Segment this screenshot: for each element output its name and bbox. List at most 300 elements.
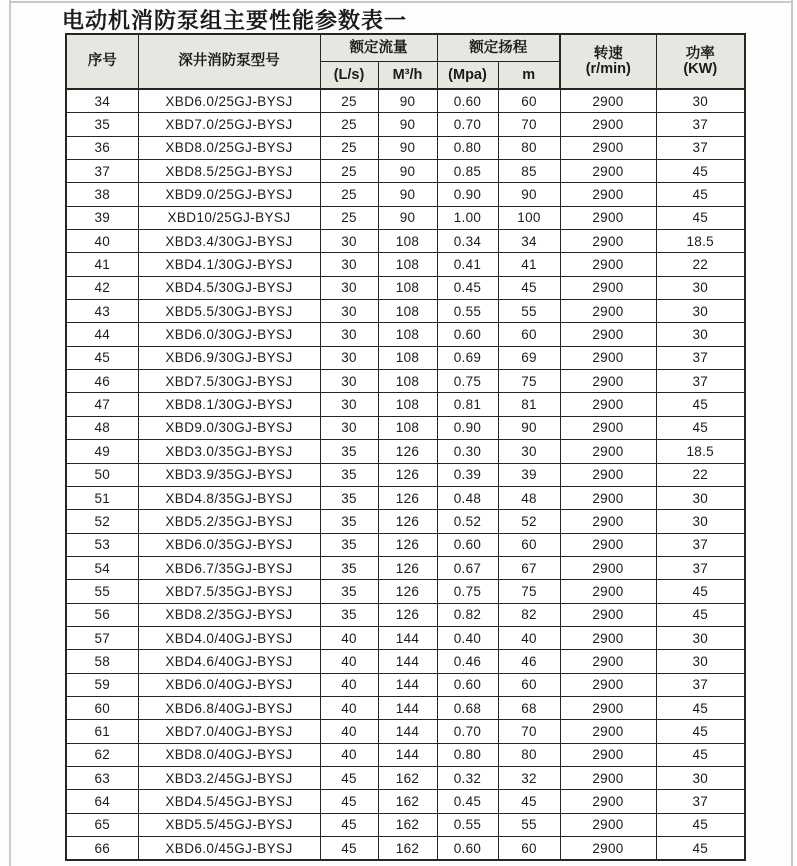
cell-power: 37 <box>656 790 745 813</box>
cell-model: XBD3.0/35GJ-BYSJ <box>138 440 320 463</box>
cell-model: XBD4.1/30GJ-BYSJ <box>138 253 320 276</box>
cell-model: XBD4.5/30GJ-BYSJ <box>138 276 320 299</box>
cell-seq: 62 <box>66 743 138 766</box>
cell-flow_ls: 45 <box>320 790 378 813</box>
cell-flow_m3h: 126 <box>378 603 437 626</box>
cell-seq: 43 <box>66 300 138 323</box>
cell-model: XBD8.0/40GJ-BYSJ <box>138 743 320 766</box>
cell-speed: 2900 <box>560 230 656 253</box>
table-header <box>66 34 745 89</box>
cell-head_m: 81 <box>498 393 560 416</box>
cell-head_mpa: 0.60 <box>437 673 498 696</box>
cell-head_mpa: 0.90 <box>437 183 498 206</box>
cell-head_mpa: 0.34 <box>437 230 498 253</box>
cell-power: 22 <box>656 463 745 486</box>
cell-speed: 2900 <box>560 533 656 556</box>
cell-model: XBD7.5/30GJ-BYSJ <box>138 370 320 393</box>
cell-head_m: 39 <box>498 463 560 486</box>
cell-seq: 51 <box>66 486 138 509</box>
pump-parameters-table <box>65 33 746 861</box>
cell-head_m: 82 <box>498 603 560 626</box>
cell-head_m: 90 <box>498 183 560 206</box>
cell-head_mpa: 0.68 <box>437 696 498 719</box>
cell-model: XBD6.0/30GJ-BYSJ <box>138 323 320 346</box>
cell-head_mpa: 0.69 <box>437 346 498 369</box>
cell-flow_ls: 30 <box>320 346 378 369</box>
table-row <box>66 743 745 766</box>
cell-flow_m3h: 108 <box>378 346 437 369</box>
cell-head_mpa: 0.80 <box>437 743 498 766</box>
cell-power: 45 <box>656 720 745 743</box>
cell-seq: 49 <box>66 440 138 463</box>
cell-power: 30 <box>656 323 745 346</box>
cell-flow_m3h: 126 <box>378 440 437 463</box>
cell-flow_ls: 35 <box>320 440 378 463</box>
header-speed-unit: (r/min) <box>585 60 631 77</box>
cell-seq: 59 <box>66 673 138 696</box>
table-row <box>66 393 745 416</box>
table-row <box>66 813 745 836</box>
header-flow-group: 额定流量 <box>320 34 437 62</box>
cell-flow_m3h: 162 <box>378 766 437 789</box>
table-row <box>66 276 745 299</box>
cell-power: 30 <box>656 510 745 533</box>
cell-head_mpa: 1.00 <box>437 206 498 229</box>
cell-seq: 45 <box>66 346 138 369</box>
table-row <box>66 556 745 579</box>
cell-model: XBD10/25GJ-BYSJ <box>138 206 320 229</box>
cell-seq: 34 <box>66 89 138 113</box>
cell-flow_ls: 45 <box>320 766 378 789</box>
cell-power: 45 <box>656 160 745 183</box>
cell-seq: 52 <box>66 510 138 533</box>
cell-flow_ls: 30 <box>320 416 378 439</box>
header-flow-ls: (L/s) <box>320 62 378 90</box>
cell-seq: 44 <box>66 323 138 346</box>
cell-seq: 64 <box>66 790 138 813</box>
cell-flow_m3h: 108 <box>378 370 437 393</box>
cell-flow_ls: 25 <box>320 160 378 183</box>
cell-head_m: 55 <box>498 813 560 836</box>
cell-flow_ls: 30 <box>320 253 378 276</box>
cell-head_m: 41 <box>498 253 560 276</box>
cell-speed: 2900 <box>560 393 656 416</box>
cell-power: 30 <box>656 626 745 649</box>
cell-model: XBD6.8/40GJ-BYSJ <box>138 696 320 719</box>
table-row <box>66 160 745 183</box>
cell-speed: 2900 <box>560 160 656 183</box>
cell-power: 18.5 <box>656 440 745 463</box>
table-row <box>66 673 745 696</box>
cell-flow_ls: 35 <box>320 486 378 509</box>
cell-model: XBD9.0/25GJ-BYSJ <box>138 183 320 206</box>
cell-head_mpa: 0.60 <box>437 837 498 861</box>
cell-speed: 2900 <box>560 650 656 673</box>
cell-power: 30 <box>656 276 745 299</box>
cell-speed: 2900 <box>560 486 656 509</box>
page-edge-left <box>9 0 11 866</box>
cell-seq: 65 <box>66 813 138 836</box>
cell-head_mpa: 0.60 <box>437 323 498 346</box>
cell-speed: 2900 <box>560 766 656 789</box>
cell-head_mpa: 0.41 <box>437 253 498 276</box>
cell-head_m: 69 <box>498 346 560 369</box>
table-row <box>66 253 745 276</box>
cell-flow_ls: 40 <box>320 626 378 649</box>
table-row <box>66 300 745 323</box>
cell-flow_m3h: 90 <box>378 89 437 113</box>
cell-flow_m3h: 108 <box>378 253 437 276</box>
cell-flow_ls: 40 <box>320 696 378 719</box>
cell-speed: 2900 <box>560 813 656 836</box>
cell-speed: 2900 <box>560 206 656 229</box>
cell-model: XBD4.0/40GJ-BYSJ <box>138 626 320 649</box>
cell-speed: 2900 <box>560 673 656 696</box>
header-head-group: 额定扬程 <box>437 34 560 62</box>
cell-model: XBD5.5/30GJ-BYSJ <box>138 300 320 323</box>
cell-speed: 2900 <box>560 510 656 533</box>
cell-flow_m3h: 108 <box>378 230 437 253</box>
cell-power: 18.5 <box>656 230 745 253</box>
cell-seq: 53 <box>66 533 138 556</box>
cell-model: XBD8.5/25GJ-BYSJ <box>138 160 320 183</box>
cell-head_mpa: 0.60 <box>437 89 498 113</box>
cell-head_mpa: 0.75 <box>437 580 498 603</box>
cell-speed: 2900 <box>560 113 656 136</box>
page-title: 电动机消防泵组主要性能参数表一 <box>62 8 408 33</box>
table-row <box>66 650 745 673</box>
cell-seq: 38 <box>66 183 138 206</box>
cell-model: XBD6.9/30GJ-BYSJ <box>138 346 320 369</box>
cell-power: 45 <box>656 696 745 719</box>
header-head-m: m <box>498 62 560 90</box>
cell-power: 30 <box>656 300 745 323</box>
cell-speed: 2900 <box>560 89 656 113</box>
table-row <box>66 766 745 789</box>
cell-speed: 2900 <box>560 276 656 299</box>
cell-speed: 2900 <box>560 463 656 486</box>
cell-speed: 2900 <box>560 416 656 439</box>
cell-power: 45 <box>656 206 745 229</box>
cell-model: XBD7.5/35GJ-BYSJ <box>138 580 320 603</box>
cell-head_m: 46 <box>498 650 560 673</box>
cell-head_mpa: 0.70 <box>437 720 498 743</box>
cell-speed: 2900 <box>560 300 656 323</box>
header-seq: 序号 <box>66 34 138 89</box>
cell-power: 45 <box>656 743 745 766</box>
cell-flow_ls: 30 <box>320 300 378 323</box>
cell-flow_ls: 40 <box>320 720 378 743</box>
cell-head_m: 45 <box>498 276 560 299</box>
cell-flow_ls: 45 <box>320 813 378 836</box>
cell-flow_m3h: 144 <box>378 626 437 649</box>
cell-power: 37 <box>656 370 745 393</box>
cell-head_m: 75 <box>498 580 560 603</box>
cell-head_mpa: 0.40 <box>437 626 498 649</box>
cell-flow_ls: 35 <box>320 580 378 603</box>
cell-head_m: 60 <box>498 323 560 346</box>
table-row <box>66 370 745 393</box>
cell-model: XBD6.0/40GJ-BYSJ <box>138 673 320 696</box>
cell-flow_m3h: 108 <box>378 323 437 346</box>
cell-model: XBD4.8/35GJ-BYSJ <box>138 486 320 509</box>
cell-head_m: 70 <box>498 113 560 136</box>
cell-head_mpa: 0.60 <box>437 533 498 556</box>
cell-seq: 39 <box>66 206 138 229</box>
cell-flow_m3h: 108 <box>378 416 437 439</box>
cell-power: 45 <box>656 393 745 416</box>
header-flow-m3h: M³/h <box>378 62 437 90</box>
cell-power: 45 <box>656 837 745 861</box>
cell-flow_ls: 30 <box>320 276 378 299</box>
cell-seq: 48 <box>66 416 138 439</box>
cell-seq: 41 <box>66 253 138 276</box>
cell-head_m: 80 <box>498 136 560 159</box>
cell-seq: 55 <box>66 580 138 603</box>
cell-flow_m3h: 126 <box>378 510 437 533</box>
cell-flow_ls: 40 <box>320 650 378 673</box>
cell-flow_m3h: 126 <box>378 486 437 509</box>
cell-head_mpa: 0.81 <box>437 393 498 416</box>
cell-speed: 2900 <box>560 790 656 813</box>
cell-head_mpa: 0.55 <box>437 300 498 323</box>
cell-flow_m3h: 108 <box>378 276 437 299</box>
cell-power: 37 <box>656 136 745 159</box>
cell-flow_ls: 30 <box>320 393 378 416</box>
cell-head_mpa: 0.32 <box>437 766 498 789</box>
cell-flow_ls: 30 <box>320 230 378 253</box>
cell-head_mpa: 0.80 <box>437 136 498 159</box>
cell-model: XBD7.0/40GJ-BYSJ <box>138 720 320 743</box>
cell-head_m: 34 <box>498 230 560 253</box>
header-speed-label: 转速 <box>593 45 623 62</box>
cell-flow_ls: 40 <box>320 673 378 696</box>
cell-model: XBD3.2/45GJ-BYSJ <box>138 766 320 789</box>
cell-flow_ls: 25 <box>320 89 378 113</box>
table-row <box>66 533 745 556</box>
cell-flow_ls: 35 <box>320 510 378 533</box>
cell-head_m: 60 <box>498 837 560 861</box>
cell-speed: 2900 <box>560 346 656 369</box>
cell-seq: 66 <box>66 837 138 861</box>
cell-head_m: 40 <box>498 626 560 649</box>
cell-power: 37 <box>656 673 745 696</box>
cell-flow_m3h: 90 <box>378 113 437 136</box>
cell-seq: 47 <box>66 393 138 416</box>
cell-flow_ls: 45 <box>320 837 378 861</box>
header-head-mpa: (Mpa) <box>437 62 498 90</box>
cell-flow_ls: 25 <box>320 206 378 229</box>
cell-head_mpa: 0.30 <box>437 440 498 463</box>
cell-flow_ls: 35 <box>320 603 378 626</box>
header-row-groups <box>66 34 745 62</box>
cell-head_m: 68 <box>498 696 560 719</box>
cell-flow_m3h: 144 <box>378 743 437 766</box>
table-row <box>66 323 745 346</box>
table-row <box>66 486 745 509</box>
cell-speed: 2900 <box>560 136 656 159</box>
cell-model: XBD6.0/25GJ-BYSJ <box>138 89 320 113</box>
cell-speed: 2900 <box>560 720 656 743</box>
cell-flow_m3h: 126 <box>378 463 437 486</box>
cell-seq: 61 <box>66 720 138 743</box>
table-row <box>66 463 745 486</box>
cell-seq: 40 <box>66 230 138 253</box>
cell-head_m: 70 <box>498 720 560 743</box>
cell-flow_m3h: 126 <box>378 580 437 603</box>
cell-power: 37 <box>656 556 745 579</box>
cell-head_m: 80 <box>498 743 560 766</box>
cell-model: XBD3.4/30GJ-BYSJ <box>138 230 320 253</box>
cell-head_m: 60 <box>498 89 560 113</box>
cell-power: 45 <box>656 813 745 836</box>
cell-power: 22 <box>656 253 745 276</box>
cell-flow_m3h: 90 <box>378 183 437 206</box>
cell-flow_ls: 30 <box>320 370 378 393</box>
table-row <box>66 230 745 253</box>
cell-speed: 2900 <box>560 253 656 276</box>
cell-power: 45 <box>656 416 745 439</box>
cell-head_mpa: 0.75 <box>437 370 498 393</box>
cell-power: 30 <box>656 486 745 509</box>
cell-head_mpa: 0.67 <box>437 556 498 579</box>
cell-head_mpa: 0.55 <box>437 813 498 836</box>
cell-model: XBD9.0/30GJ-BYSJ <box>138 416 320 439</box>
table-row <box>66 206 745 229</box>
table-row <box>66 720 745 743</box>
page-edge-top <box>9 1 793 3</box>
table-row <box>66 183 745 206</box>
table-row <box>66 696 745 719</box>
cell-flow_m3h: 144 <box>378 673 437 696</box>
cell-seq: 42 <box>66 276 138 299</box>
cell-head_mpa: 0.45 <box>437 276 498 299</box>
cell-seq: 54 <box>66 556 138 579</box>
cell-flow_m3h: 90 <box>378 136 437 159</box>
cell-power: 37 <box>656 346 745 369</box>
cell-flow_ls: 35 <box>320 556 378 579</box>
cell-flow_m3h: 162 <box>378 790 437 813</box>
cell-model: XBD6.7/35GJ-BYSJ <box>138 556 320 579</box>
cell-flow_m3h: 126 <box>378 533 437 556</box>
cell-model: XBD5.5/45GJ-BYSJ <box>138 813 320 836</box>
cell-flow_ls: 35 <box>320 533 378 556</box>
cell-head_m: 67 <box>498 556 560 579</box>
cell-head_m: 100 <box>498 206 560 229</box>
table-row <box>66 580 745 603</box>
cell-head_mpa: 0.46 <box>437 650 498 673</box>
cell-head_m: 90 <box>498 416 560 439</box>
cell-seq: 46 <box>66 370 138 393</box>
cell-model: XBD5.2/35GJ-BYSJ <box>138 510 320 533</box>
cell-model: XBD4.5/45GJ-BYSJ <box>138 790 320 813</box>
cell-flow_ls: 30 <box>320 323 378 346</box>
table-row <box>66 790 745 813</box>
table-row <box>66 603 745 626</box>
cell-seq: 60 <box>66 696 138 719</box>
cell-power: 45 <box>656 183 745 206</box>
cell-speed: 2900 <box>560 603 656 626</box>
cell-seq: 35 <box>66 113 138 136</box>
cell-head_m: 60 <box>498 533 560 556</box>
cell-flow_m3h: 162 <box>378 813 437 836</box>
cell-seq: 57 <box>66 626 138 649</box>
cell-speed: 2900 <box>560 323 656 346</box>
cell-seq: 58 <box>66 650 138 673</box>
cell-power: 37 <box>656 113 745 136</box>
cell-model: XBD4.6/40GJ-BYSJ <box>138 650 320 673</box>
cell-head_m: 55 <box>498 300 560 323</box>
cell-model: XBD7.0/25GJ-BYSJ <box>138 113 320 136</box>
cell-power: 45 <box>656 603 745 626</box>
cell-head_m: 60 <box>498 673 560 696</box>
cell-flow_ls: 25 <box>320 183 378 206</box>
cell-speed: 2900 <box>560 183 656 206</box>
table-row <box>66 346 745 369</box>
cell-model: XBD6.0/35GJ-BYSJ <box>138 533 320 556</box>
cell-flow_m3h: 144 <box>378 650 437 673</box>
cell-model: XBD8.2/35GJ-BYSJ <box>138 603 320 626</box>
cell-speed: 2900 <box>560 696 656 719</box>
header-power-unit: (KW) <box>683 60 718 77</box>
cell-head_mpa: 0.70 <box>437 113 498 136</box>
table-row <box>66 89 745 113</box>
cell-flow_m3h: 126 <box>378 556 437 579</box>
table-row <box>66 510 745 533</box>
cell-flow_m3h: 108 <box>378 300 437 323</box>
cell-power: 30 <box>656 766 745 789</box>
cell-flow_m3h: 144 <box>378 720 437 743</box>
cell-model: XBD8.0/25GJ-BYSJ <box>138 136 320 159</box>
table-body <box>66 89 745 860</box>
cell-head_mpa: 0.39 <box>437 463 498 486</box>
cell-seq: 50 <box>66 463 138 486</box>
cell-head_m: 45 <box>498 790 560 813</box>
cell-flow_ls: 40 <box>320 743 378 766</box>
cell-head_mpa: 0.48 <box>437 486 498 509</box>
cell-flow_m3h: 90 <box>378 160 437 183</box>
cell-model: XBD6.0/45GJ-BYSJ <box>138 837 320 861</box>
cell-flow_ls: 35 <box>320 463 378 486</box>
cell-flow_ls: 25 <box>320 136 378 159</box>
table-row <box>66 440 745 463</box>
cell-head_mpa: 0.52 <box>437 510 498 533</box>
cell-model: XBD8.1/30GJ-BYSJ <box>138 393 320 416</box>
cell-head_m: 48 <box>498 486 560 509</box>
table-row <box>66 837 745 861</box>
cell-head_mpa: 0.45 <box>437 790 498 813</box>
cell-seq: 37 <box>66 160 138 183</box>
header-speed <box>560 34 656 89</box>
cell-speed: 2900 <box>560 580 656 603</box>
cell-flow_m3h: 90 <box>378 206 437 229</box>
table-row <box>66 626 745 649</box>
cell-flow_ls: 25 <box>320 113 378 136</box>
cell-power: 37 <box>656 533 745 556</box>
table-row <box>66 416 745 439</box>
cell-flow_m3h: 162 <box>378 837 437 861</box>
cell-power: 30 <box>656 650 745 673</box>
header-power <box>656 34 745 89</box>
cell-head_m: 85 <box>498 160 560 183</box>
table-row <box>66 136 745 159</box>
cell-head_mpa: 0.82 <box>437 603 498 626</box>
cell-model: XBD3.9/35GJ-BYSJ <box>138 463 320 486</box>
cell-speed: 2900 <box>560 743 656 766</box>
cell-head_m: 75 <box>498 370 560 393</box>
header-power-label: 功率 <box>685 45 715 62</box>
cell-head_mpa: 0.90 <box>437 416 498 439</box>
